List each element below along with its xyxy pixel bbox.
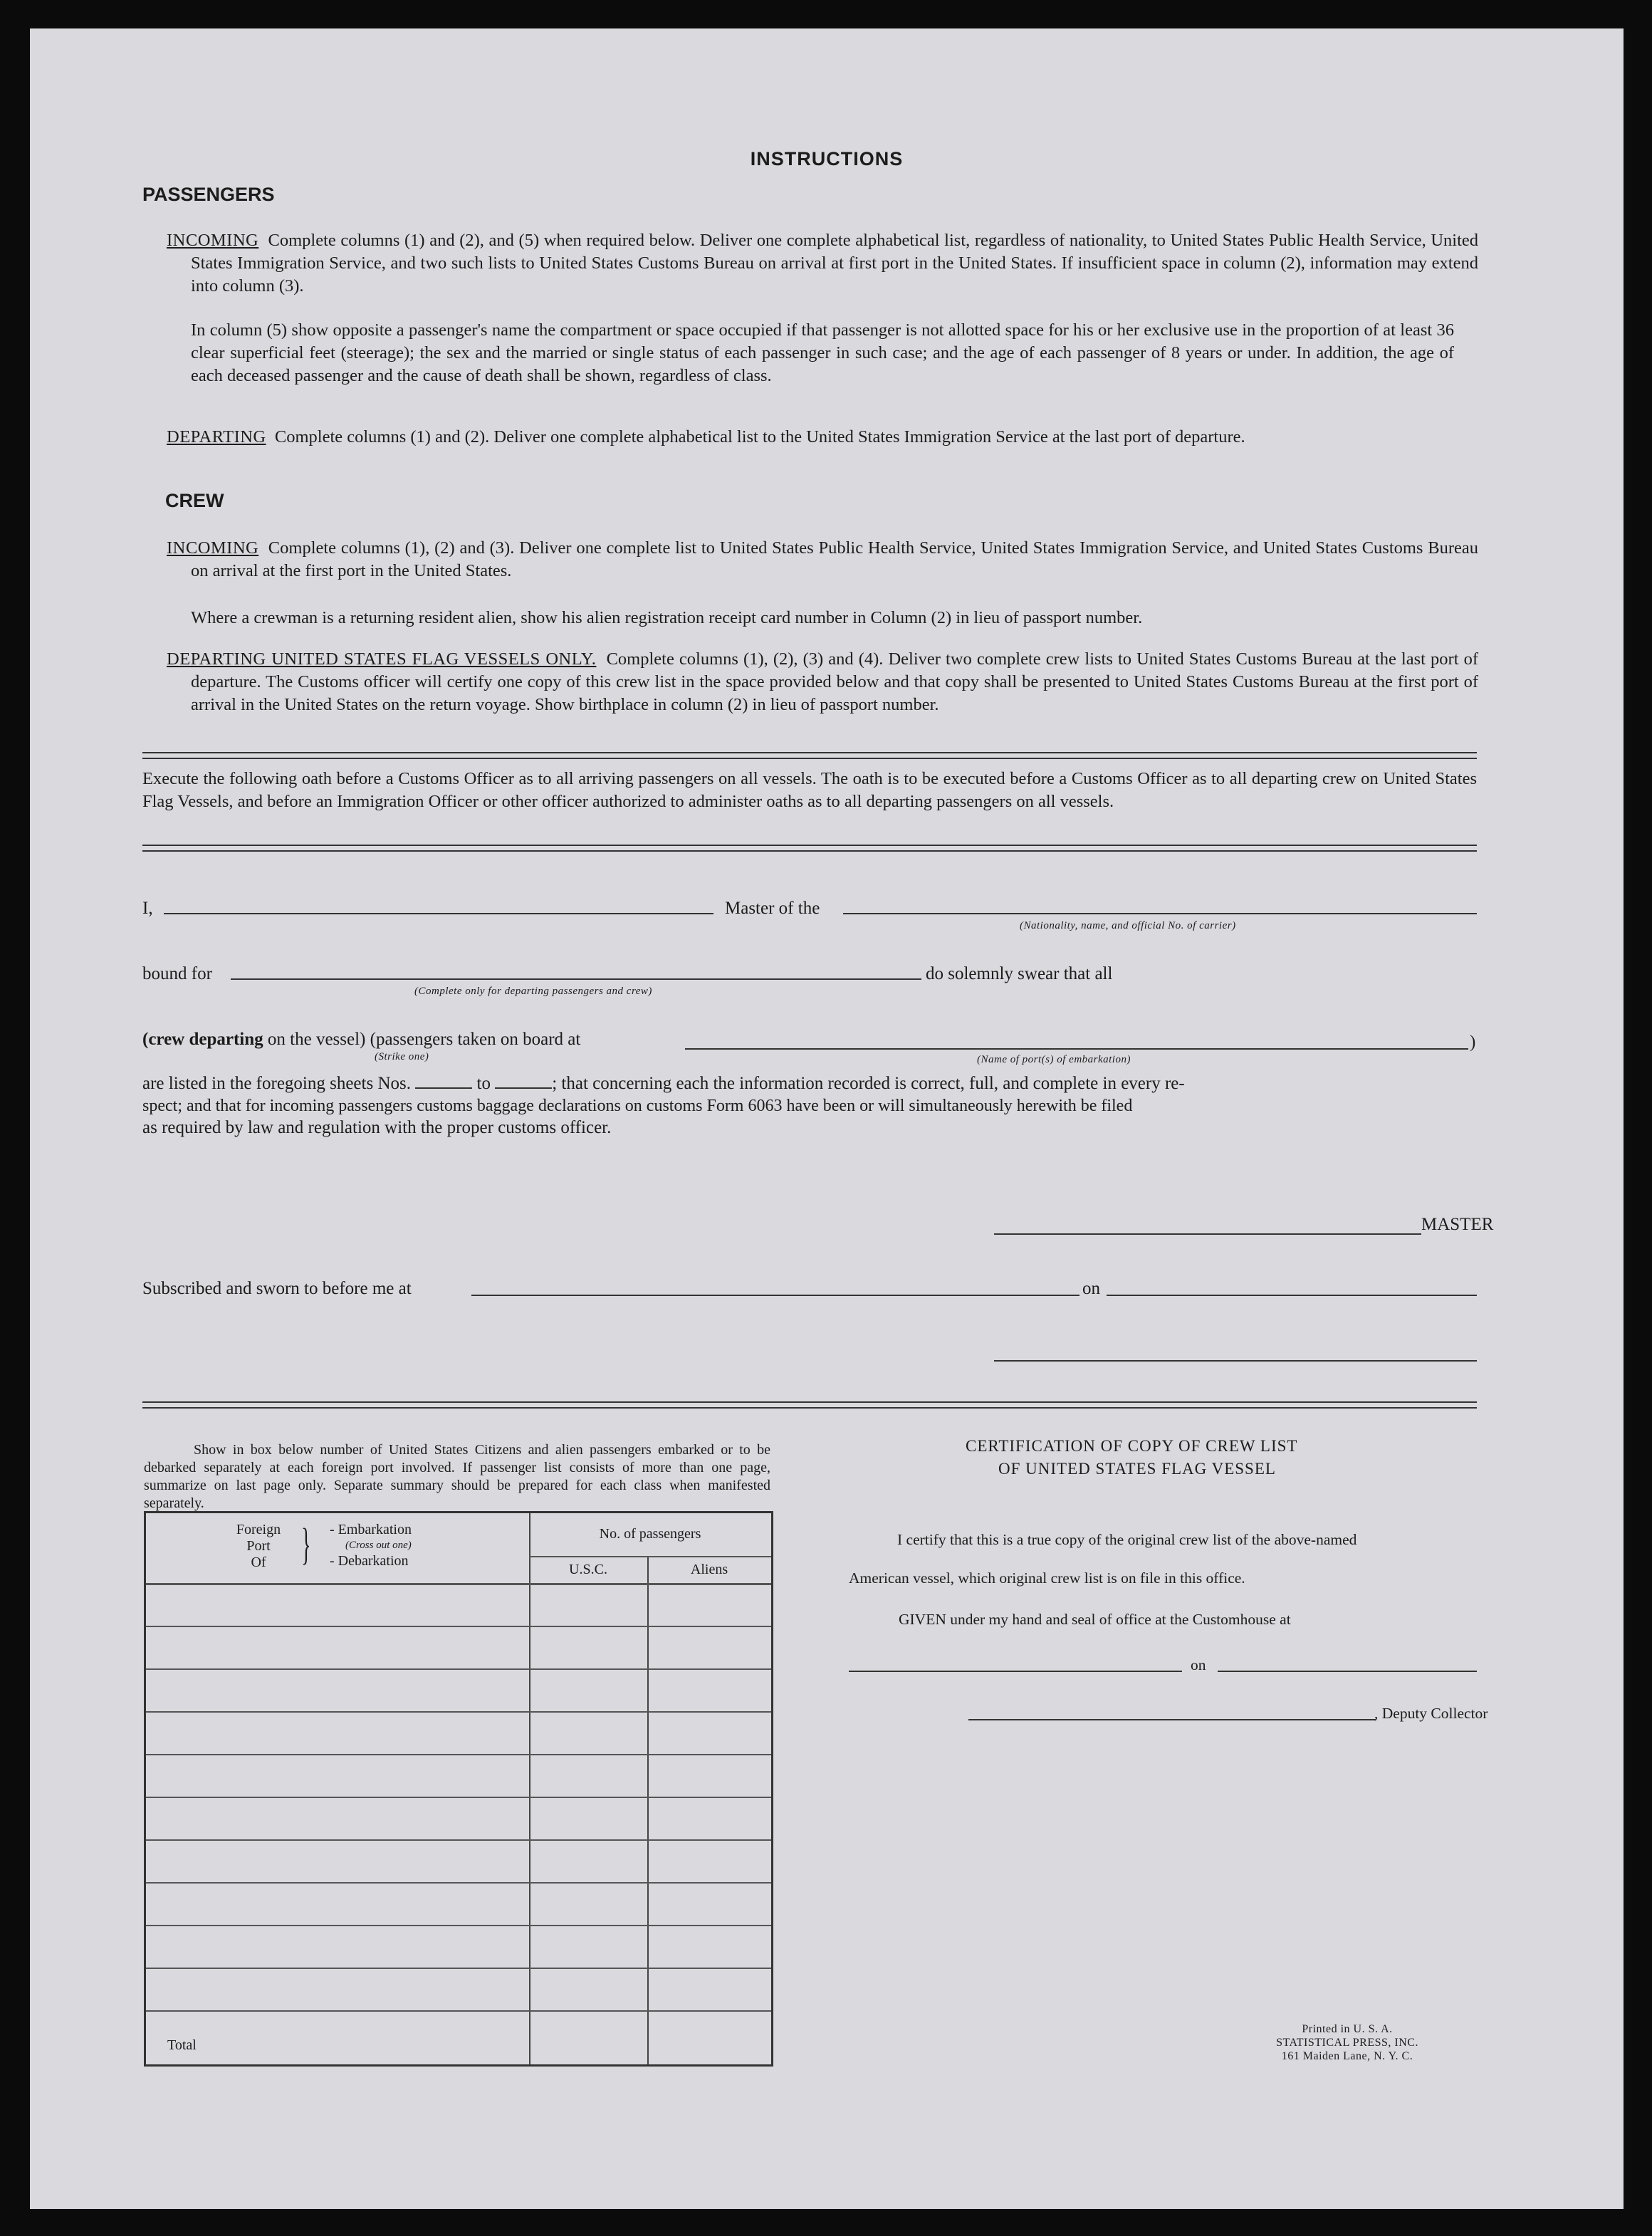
listed-rest: ; that concerning each the information recorded is correct, full, and complete in every re- <box>552 1074 1185 1093</box>
crew-incoming-label: INCOMING <box>167 538 259 558</box>
i-label: I, <box>142 899 153 918</box>
sworn-on-label: on <box>1082 1279 1100 1298</box>
no-of-passengers-header: No. of passengers <box>599 1526 701 1542</box>
aliens-header: Aliens <box>690 1562 728 1577</box>
debarkation-label[interactable]: - Debarkation <box>330 1553 409 1569</box>
sworn-date-field[interactable] <box>1107 1295 1477 1296</box>
of-word: Of <box>251 1555 266 1570</box>
printer-line-2: STATISTICAL PRESS, INC. <box>1276 2037 1418 2049</box>
brace-icon: } <box>301 1520 311 1569</box>
foreign-port-of-header <box>226 1522 291 1571</box>
carrier-field[interactable] <box>843 913 1477 914</box>
crew-departing-text: Complete columns (1), (2), (3) and (4). Deliver two complete crew lists to United States Customs Bureau at the last port of departure. The Customs officer will certify one copy of this crew list in the space provided below and that copy shall be presented to United States Customs Bureau at the first port of arrival in the United States on the return voyage. Show birthplace in column (2) in lieu of passport number. <box>191 649 1478 714</box>
given-text: GIVEN under my hand and seal of office at the Customhouse at <box>899 1611 1291 1628</box>
passengers-incoming-paragraph <box>167 229 1478 298</box>
master-of-label: Master of the <box>725 899 820 918</box>
crew-departing-label: DEPARTING UNITED STATES FLAG VESSELS ONLY. <box>167 649 597 669</box>
bound-for-label: bound for <box>142 964 212 983</box>
crew-passengers-line <box>142 1030 580 1050</box>
port-word: Port <box>246 1538 271 1554</box>
passengers-departing-text: Complete columns (1) and (2). Deliver one complete alphabetical list to the United States Immigration Service at the last port of departure. <box>274 427 1245 446</box>
form-page <box>30 28 1624 2209</box>
master-signature-field[interactable] <box>994 1233 1421 1235</box>
deputy-collector-label: , Deputy Collector <box>1374 1705 1488 1722</box>
section-divider-1 <box>142 752 1477 759</box>
listed-start: are listed in the foregoing sheets Nos. <box>142 1074 411 1093</box>
to-label: to <box>476 1074 491 1093</box>
swear-label: do solemnly swear that all <box>926 964 1113 983</box>
passengers-departing-paragraph <box>167 426 1478 449</box>
embarkation-label[interactable]: - Embarkation <box>330 1522 412 1537</box>
printer-line-1: Printed in U. S. A. <box>1302 2023 1393 2035</box>
certify-line-1: I certify that this is a true copy of the original crew list of the above-named <box>897 1531 1357 1548</box>
section-divider-2 <box>142 845 1477 852</box>
sworn-place-field[interactable] <box>471 1295 1079 1296</box>
customhouse-place-field[interactable] <box>849 1671 1182 1672</box>
certification-on-label: on <box>1191 1656 1206 1673</box>
oath-intro: Execute the following oath before a Customs Officer as to all arriving passengers on all vessels. The oath is to be executed before a Customs Officer as to all departing crew on United States Flag Vessels, and before an Immigration Officer or other officer authorized to administer oaths as to all departing passengers on all vessels. <box>142 769 1477 811</box>
sheets-line-1 <box>142 1074 1477 1094</box>
sheet-from-field[interactable] <box>415 1075 472 1089</box>
strike-caption: (Strike one) <box>375 1051 429 1062</box>
bound-for-caption: (Complete only for departing passengers and crew) <box>414 986 652 997</box>
ports-caption: (Name of port(s) of embarkation) <box>977 1054 1131 1065</box>
crew-incoming-text: Complete columns (1), (2) and (3). Deliver one complete list to United States Public Health Service, United States Immigration Service, and United States Customs Bureau on arrival at the first port in the United States. <box>191 538 1478 580</box>
certification-title-1: CERTIFICATION OF COPY OF CREW LIST <box>966 1437 1298 1455</box>
section-divider-3 <box>142 1401 1477 1409</box>
officer-signature-field[interactable] <box>994 1360 1477 1362</box>
deputy-collector-signature-field[interactable] <box>968 1719 1376 1720</box>
passengers-heading: PASSENGERS <box>142 184 275 205</box>
total-label: Total <box>167 2037 197 2053</box>
passengers-column5-paragraph: In column (5) show opposite a passenger's name the compartment or space occupied if that passenger is not allotted space for his or her exclusive use in the proportion of at least 36 clear superficial feet (steerage); the sex and the married or single status of each passenger in such case; and the age of each passenger of 8 years or under. In addition, the age of each deceased passenger and the cause of death shall be shown, regardless of class. <box>191 320 1454 385</box>
instructions-title: INSTRUCTIONS <box>750 148 904 169</box>
crew-heading: CREW <box>165 490 224 511</box>
subscribed-label: Subscribed and sworn to before me at <box>142 1279 412 1298</box>
printer-imprint <box>1240 2022 1454 2063</box>
master-label: MASTER <box>1421 1215 1494 1234</box>
sheets-line-3: as required by law and regulation with the proper customs officer. <box>142 1118 612 1137</box>
embark-debark-header <box>330 1522 412 1569</box>
passenger-summary-table <box>144 1511 773 2067</box>
usc-header: U.S.C. <box>569 1562 607 1577</box>
on-vessel-text: on the vessel) <box>267 1030 366 1049</box>
crew-departing-option[interactable]: (crew departing <box>142 1030 263 1049</box>
carrier-caption: (Nationality, name, and official No. of carrier) <box>1020 920 1236 931</box>
passengers-taken-option[interactable]: (passengers taken on board at <box>370 1030 581 1049</box>
certification-date-field[interactable] <box>1218 1671 1477 1672</box>
foreign-word: Foreign <box>236 1522 281 1537</box>
cross-out-caption: (Cross out one) <box>345 1540 412 1551</box>
passengers-departing-label: DEPARTING <box>167 427 266 446</box>
master-name-field[interactable] <box>164 913 713 914</box>
certification-title-2: OF UNITED STATES FLAG VESSEL <box>998 1460 1276 1478</box>
passengers-incoming-label: INCOMING <box>167 231 259 250</box>
certify-line-2: American vessel, which original crew list is on file in this office. <box>849 1569 1245 1587</box>
bound-for-field[interactable] <box>231 978 921 980</box>
printer-line-3: 161 Maiden Lane, N. Y. C. <box>1281 2050 1413 2062</box>
crew-resident-paragraph: Where a crewman is a returning resident alien, show his alien registration receipt card number in Column (2) in lieu of passport number. <box>191 608 1143 627</box>
crew-departing-paragraph <box>167 648 1478 716</box>
sheet-to-field[interactable] <box>495 1075 552 1089</box>
close-paren: ) <box>1470 1033 1476 1052</box>
passengers-incoming-text: Complete columns (1) and (2), and (5) when required below. Deliver one complete alphabetical list, regardless of nationality, to United States Public Health Service, United States Immigration Service, and two such lists to United States Customs Bureau on arrival at first port in the United States. If insufficient space in column (2), information may extend into column (3). <box>191 231 1479 296</box>
summary-instructions: Show in box below number of United States Citizens and alien passengers embarked or to be debarked separately at each foreign port involved. If passenger list consists of more than one page, summarize on last page only. Separate summary should be prepared for each class when manifested separately. <box>144 1442 770 1511</box>
embarkation-ports-field[interactable] <box>685 1048 1468 1050</box>
crew-incoming-paragraph <box>167 537 1478 582</box>
sheets-line-2: spect; and that for incoming passengers customs baggage declarations on customs Form 6063 have been or will simultaneously herewith be filed <box>142 1097 1133 1115</box>
